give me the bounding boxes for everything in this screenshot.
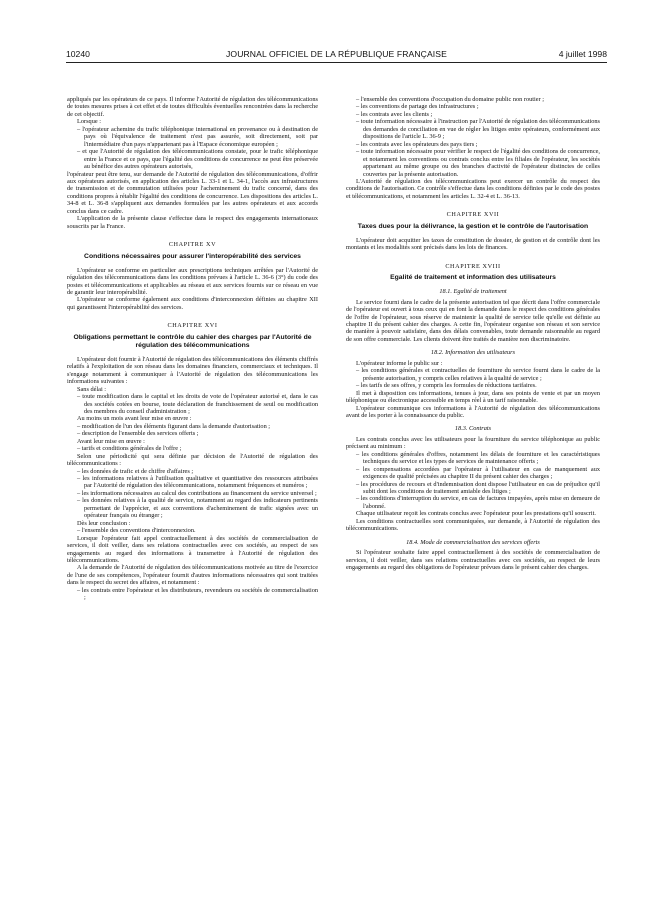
paragraph: L'opérateur doit fournir à l'Autorité de régulation des télécommunications des éléments chiffrés relatifs à l'exploitation de son réseau dans les domaines financiers, commerciaux et techniques. Il s'engage notamment à communiquer à l'Autorité de régulation des télécommunications les informations suivantes : [67,355,318,386]
section-heading: 18.3. Contrats [454,425,492,433]
paragraph: appliqués par les opérateurs de ce pays. Il informe l'Autorité de régulation des télécommunications de toutes mesures prises à cet effet et de toutes difficultés éventuelles rencontrées dans la recherche de cet objectif. [67,96,318,118]
list-item: – les tarifs de ses offres, y compris les formules de réductions tarifaires. [356,382,537,390]
section-heading: 18.1. Egalité de traitement [439,288,507,296]
list-item: – les conditions générales d'offres, notamment les délais de fourniture et les caractéristiques techniques du service et les types de services de maintenance offerts ; [356,450,600,466]
paragraph: Lorsque l'opérateur fait appel contractuellement à des sociétés de commercialisation de services, il doit veiller, dans ses relations contractuelles avec ces sociétés, au respect de ses engagements au regard des informations à transmettre à l'Autorité de régulation des télécommunications. [67,534,318,565]
list-item: – les informations relatives à l'utilisation qualitative et quantitative des ressources attribuées par l'Autorité de régulation des télécommunications, notamment fréquences et numéros ; [77,475,318,490]
paragraph: l'opérateur peut être tenu, sur demande de l'Autorité de régulation des télécommunications, d'offrir aux opérateurs autorisés, en application des articles L. 33-1 et L. 34-1, l'accès aux infrastructures de transmission et de commutation utilisées pour l'acheminement du trafic concerné, dans des conditions propres à rétablir l'égalité des conditions de concurrence. Les dispositions des articles L. 34-8 et L. 36-8 s'appliquent aux demandes formulées par les autres opérateurs et aux accords conclus dans ce cadre. [67,170,318,215]
paragraph: Le service fourni dans le cadre de la présente autorisation tel que décrit dans l'offre commerciale de l'opérateur est ouvert à tous ceux qui en font la demande dans le respect des conditions générales de l'offre de l'opérateur, sous réserve de maintenir la qualité de service telle qu'elle est définie au chapitre II du présent cahier des charges. A cette fin, l'opérateur organise son réseau et son service de manière à pouvoir satisfaire, dans des délais convenables, toute demande raisonnable au regard de son offre commerciale. Les clients doivent être traités de manière non discriminatoire. [346,298,600,343]
list-item: – toute modification dans le capital et les droits de vote de l'opérateur autorisé et, dans le cas des sociétés cotées en bourse, toute déclaration de franchissement de seuil ou modification des membres du conseil d'administration ; [77,393,318,415]
list-item: – toute information nécessaire pour vérifier le respect de l'égalité des conditions de concurrence, et notamment les conventions ou contrats conclus entre les filiales de l'opérateur, les sociétés appartenant au même groupe ou des branches d'activité de l'opérateur distinctes de celles couvertes par la présente autorisation. [356,148,600,178]
chapter-heading: CHAPITRE XV [168,241,217,249]
list-item: – toute information nécessaire à l'instruction par l'Autorité de régulation des télécommunications des demandes de conciliation en vue de régler les litiges entre opérateurs, conformément aux dispositions de l'article L. 36-9 ; [356,118,600,141]
chapter-title: Taxes dues pour la délivrance, la gestion et le contrôle de l'autorisation [357,222,589,230]
paragraph: A la demande de l'Autorité de régulation des télécommunications motivée au titre de l'exercice de l'une de ses compétences, l'opérateur fournit d'autres informations nécessaires qui sont traitées dans le respect du secret des affaires, et notamment : [67,564,318,587]
list-item: – l'ensemble des conventions d'occupation du domaine public non routier ; [356,96,544,103]
section-heading: 18.2. Information des utilisateurs [430,349,516,357]
list-item: – les données de trafic et de chiffre d'affaires ; [77,467,194,475]
paragraph: L'application de la présente clause s'effectue dans le respect des engagements internationaux souscrits par la France. [67,215,318,230]
list-item: – les contrats avec les clients ; [356,110,433,118]
list-item: – les conditions d'interruption du service, en cas de factures impayées, après mise en demeure de l'abonné. [356,495,600,510]
list-item: – l'ensemble des conventions d'interconnexion. [77,527,196,535]
paragraph: L'Autorité de régulation des télécommunications peut exercer un contrôle du respect des conditions de l'autorisation. Ce contrôle s'effectue dans les conditions définies par le code des postes et télécommunications, et notamment les articles L. 32-4 et L. 36-13. [346,177,600,200]
paragraph: Les conditions contractuelles sont communiquées, sur demande, à l'Autorité de régulation des télécommunications. [346,517,600,533]
page-number: 10240 [66,49,90,59]
paragraph: Selon une périodicité qui sera définie par décision de l'Autorité de régulation des télécommunications : [67,452,318,468]
section-heading: 18.4. Mode de commercialisation des services offerts [406,538,540,546]
list-item: – les conditions générales et contractuelles de fourniture du service fourni dans le cadre de la présente autorisation, y compris celles relatives à la qualité de service ; [356,367,600,382]
paragraph: Sans délai : [77,385,107,393]
paragraph: Lorsque : [77,118,101,126]
issue-date: 4 juillet 1998 [558,49,607,59]
chapter-heading: CHAPITRE XVIII [445,262,501,270]
list-item: – modification de l'un des éléments figurant dans la demande d'autorisation ; [77,422,271,430]
paragraph: Au moins un mois avant leur mise en œuvre : [77,415,192,423]
chapter-title: Egalité de traitement et information des utilisateurs [390,274,556,282]
list-item: – les contrats avec les opérateurs des pays tiers ; [356,140,478,148]
right-column [346,96,600,892]
paragraph: L'opérateur se conforme en particulier aux prescriptions techniques arrêtées par l'Autorité de régulation des télécommunications dans les conditions prévues à l'article L. 36-6 (3°) du code des postes et télécommunications et applicables au réseau et aux services fournis sur ce réseau en vue de garantir leur interopérabilité. [67,266,318,296]
paragraph: L'opérateur communique ces informations à l'Autorité de régulation des télécommunications avant de les porter à la connaissance du public. [346,404,600,419]
paragraph: Chaque utilisateur reçoit les contrats conclus avec l'opérateur pour les prestations qu'il souscrit. [356,510,596,518]
page-header [66,46,607,63]
paragraph: Les contrats conclus avec les utilisateurs pour la fourniture du service téléphonique au public précisent au minimum : [346,435,600,451]
paragraph: Il met à disposition ces informations, tenues à jour, dans ses points de vente et par un moyen téléphonique ou électronique accessible en temps réel à un tarif raisonnable. [346,389,600,405]
list-item: – les procédures de recours et d'indemnisation dont dispose l'utilisateur en cas de préjudice qu'il subit dont les conditions de traitement amiable des litiges ; [356,480,600,496]
list-item: – les informations nécessaires au calcul des contributions au financement du service universel ; [77,489,317,497]
list-item: – les conventions de partage des infrastructures ; [356,103,479,111]
list-item: – et que l'Autorité de régulation des télécommunications constate, pour le trafic téléphonique entre la France et ce pays, que l'égalité des conditions de concurrence ne peut être préservée au bénéfice des autres opérateurs autorisés, [77,148,318,171]
list-item: – les données relatives à la qualité de service, notamment au regard des indicateurs pertinents permettant de l'apprécier, et aux conventions d'acheminement de trafic signées avec un opérateur français ou étranger ; [77,497,318,520]
chapter-title: Conditions nécessaires pour assurer l'interopérabilité des services [84,252,301,260]
left-column [67,96,318,892]
chapter-heading: CHAPITRE XVI [167,322,218,330]
list-item: – tarifs et conditions générales de l'offre ; [77,445,182,453]
chapter-title: Obligations permettant le contrôle du cahier des charges par l'Autorité de régulation des télécommunications [73,333,312,349]
list-item: – les compensations accordées par l'opérateur à l'utilisateur en cas de manquement aux exigences de qualité précisées au chapitre II du présent cahier des charges ; [356,465,600,481]
paragraph: Avant leur mise en œuvre : [77,437,145,445]
journal-title: JOURNAL OFFICIEL DE LA RÉPUBLIQUE FRANÇAISE [226,49,447,59]
paragraph: L'opérateur informe le public sur : [356,359,443,367]
list-item: – l'opérateur achemine du trafic téléphonique international en provenance ou à destination de pays où l'équivalence de traitement n'est pas assurée, soit directement, soit par l'intermédiaire d'un pays n'appartenant pas à l'Espace économique européen ; [77,125,318,148]
chapter-heading: CHAPITRE XVII [446,211,500,219]
paragraph: L'opérateur doit acquitter les taxes de constitution de dossier, de gestion et de contrôle dont les montants et les modalités sont précisés dans les lois de finances. [346,236,600,252]
list-item: – description de l'ensemble des services offerts ; [77,430,199,438]
list-item: – les contrats entre l'opérateur et les distributeurs, revendeurs ou sociétés de commercialisation ; [77,586,318,602]
paragraph: L'opérateur se conforme également aux conditions d'interconnexion définies au chapitre XII qui garantissent l'interopérabilité des services. [67,296,318,311]
paragraph: Dès leur conclusion : [77,519,131,527]
paragraph: Si l'opérateur souhaite faire appel contractuellement à des sociétés de commercialisation de services, il doit veiller, dans ses relations contractuelles avec ces sociétés, au respect de leurs engagements au regard des obligations de l'opérateur prévues dans le présent cahier des charges. [346,549,600,572]
